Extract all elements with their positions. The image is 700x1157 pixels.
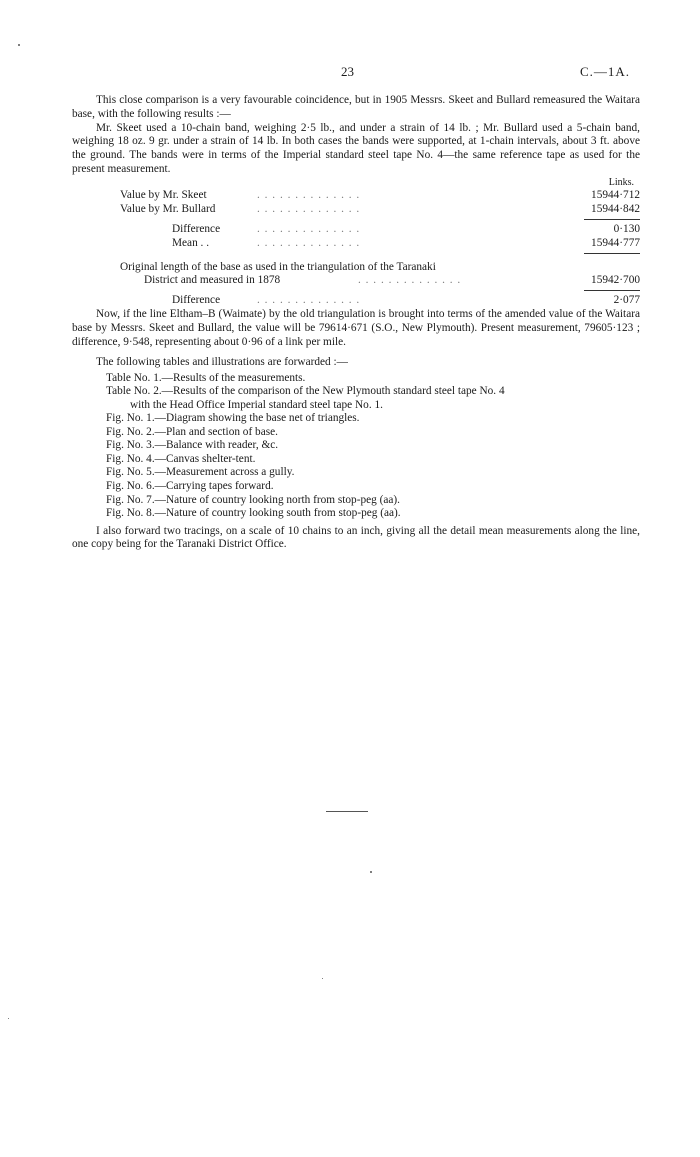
list-item: Fig. No. 4.—Canvas shelter-tent.	[106, 452, 256, 465]
body-text	[72, 94, 640, 552]
paragraph-tracings: I also forward two tracings, on a scale of 10 chains to an inch, giving all the detail mean measurements along the line, one copy being for the Taranaki District Office.	[72, 524, 640, 551]
page-header	[0, 64, 700, 80]
paper-reference: C.—1A.	[580, 64, 631, 79]
leader-dots: . . . . . . . . . . . . . .	[257, 188, 361, 201]
original-length-line1: Original length of the base as used in the triangulation of the Taranaki	[120, 260, 436, 273]
row-value: 0·130	[613, 222, 640, 235]
page-number: 23	[341, 64, 354, 79]
list-item: Fig. No. 8.—Nature of country looking south from stop-peg (aa).	[106, 507, 401, 520]
units-label: Links.	[608, 176, 634, 188]
row-value: 2·077	[613, 294, 640, 307]
list-item: Fig. No. 6.—Carrying tapes forward.	[106, 479, 274, 492]
original-length-line2: District and measured in 1878	[144, 274, 281, 287]
illustrations-list	[72, 372, 640, 521]
list-item: Fig. No. 1.—Diagram showing the base net of triangles.	[106, 412, 360, 425]
list-item: Fig. No. 5.—Measurement across a gully.	[106, 466, 295, 479]
list-item: Fig. No. 3.—Balance with reader, &c.	[106, 439, 279, 452]
paragraph-bands: Mr. Skeet used a 10-chain band, weighing 2·5 lb., and under a strain of 14 lb. ; Mr. Bullard used a 5-chain band, weighing 18 oz. 9 gr. under a strain of 14 lb. In both cases the bands were supported, at 1-chain intervals, about 3 ft. above the ground. The bands were in terms of the Imperial standard steel tape No. 4—the same reference tape as used for the present measurement.	[72, 121, 640, 175]
scan-speck	[370, 871, 372, 873]
paragraph-forwarded: The following tables and illustrations are forwarded :—	[96, 355, 348, 368]
original-length-value: 15942·700	[591, 274, 640, 287]
list-item: Fig. No. 7.—Nature of country looking north from stop-peg (aa).	[106, 493, 400, 506]
list-item: Table No. 2.—Results of the comparison of the New Plymouth standard steel tape No. 4	[106, 385, 505, 398]
leader-dots: . . . . . . . . . . . . . .	[257, 202, 361, 215]
row-value: 15944·712	[591, 188, 640, 201]
table-row	[72, 237, 640, 251]
row-value: 15944·777	[591, 236, 640, 249]
row-value: 15944·842	[591, 202, 640, 215]
units-header	[72, 177, 640, 189]
scan-speck	[8, 1018, 9, 1019]
row-label: Mean . .	[172, 236, 210, 249]
paragraph-eltham: Now, if the line Eltham–B (Waimate) by the old triangulation is brought into terms of the amended value of the Waitara base by Messrs. Skeet and Bullard, the value will be 79614·671 (S.O., New Plymouth). Present measurement, 79605·123 ; difference, 9·548, representing about 0·96 of a link per mile.	[72, 308, 640, 349]
leader-dots: . . . . . . . . . . . . . .	[257, 236, 361, 249]
sum-rule	[72, 251, 640, 257]
table-row	[72, 203, 640, 217]
original-length-line2-row	[120, 274, 640, 288]
row-label: Value by Mr. Skeet	[120, 188, 207, 201]
scan-speck	[18, 44, 20, 46]
scan-speck	[322, 978, 323, 979]
list-item: Table No. 1.—Results of the measurements.	[106, 371, 306, 384]
table-row	[72, 294, 640, 308]
list-item: Fig. No. 2.—Plan and section of base.	[106, 425, 278, 438]
table-row	[72, 189, 640, 203]
comparison-table	[72, 177, 640, 309]
row-label: Difference	[172, 222, 221, 235]
section-divider	[326, 811, 368, 812]
paragraph-intro: This close comparison is a very favourable coincidence, but in 1905 Messrs. Skeet and Bullard remeasured the Waitara base, with the following results :—	[72, 94, 640, 120]
leader-dots: . . . . . . . . . . . . . .	[257, 222, 361, 235]
leader-dots: . . . . . . . . . . . . . .	[358, 274, 462, 287]
original-length-entry	[72, 261, 640, 289]
table-row	[72, 223, 640, 237]
row-label: Value by Mr. Bullard	[120, 202, 216, 215]
list-item: with the Head Office Imperial standard steel tape No. 1.	[130, 398, 383, 411]
leader-dots: . . . . . . . . . . . . . .	[257, 294, 361, 307]
row-label: Difference	[172, 294, 221, 307]
